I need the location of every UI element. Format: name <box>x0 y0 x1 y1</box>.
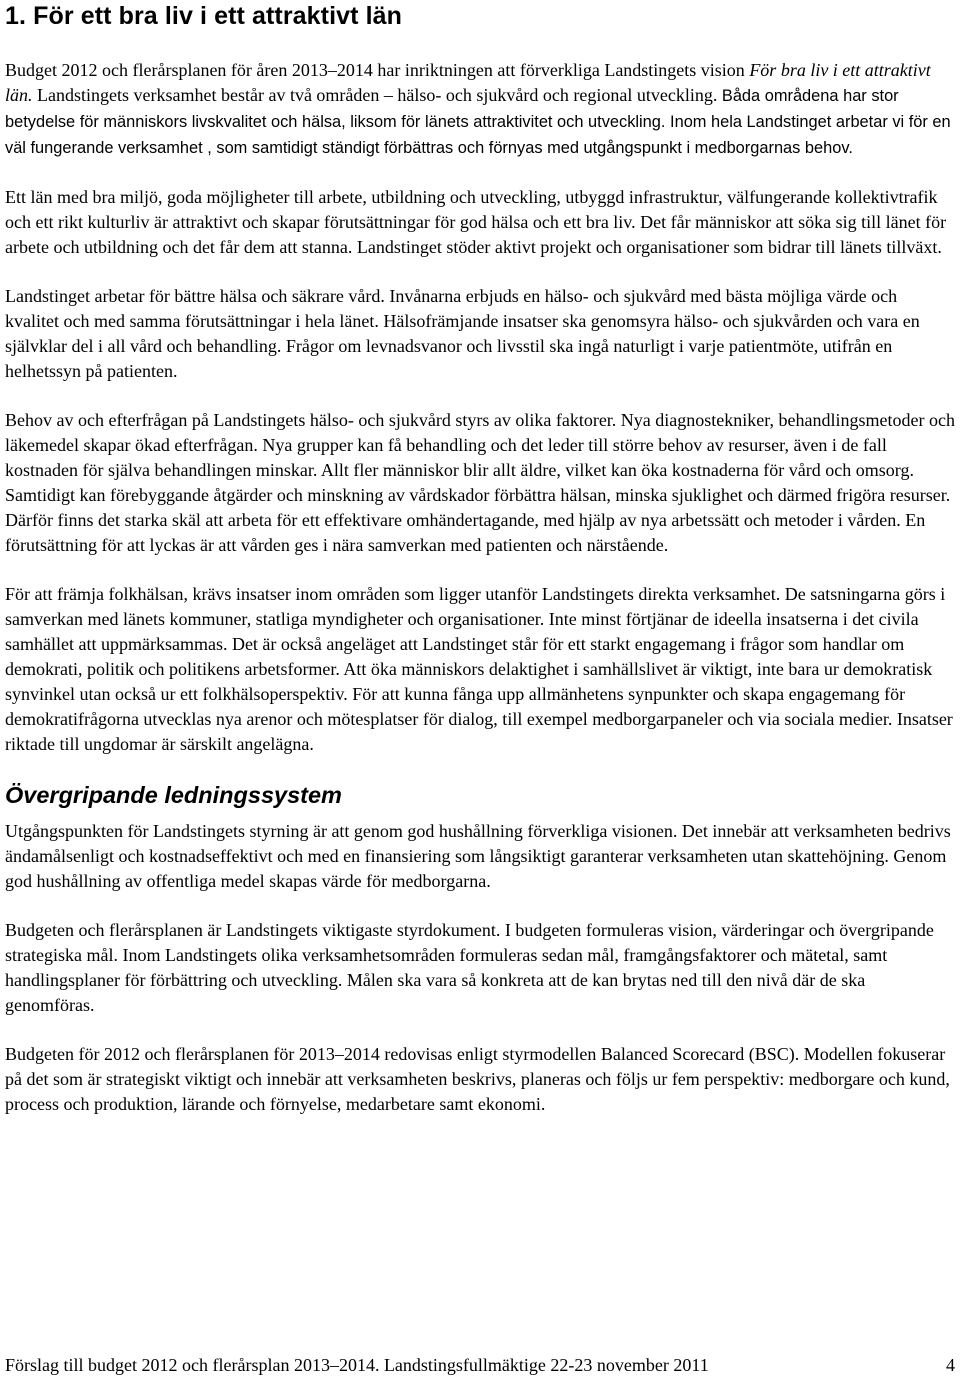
paragraph-vision-intro: Budget 2012 och flerårsplanen för åren 2013–2014 har inriktningen att förverkliga Landstingets vision <box>5 60 750 80</box>
paragraph-vision-importance: Båda områdena har stor betydelse för människors livskvalitet och hälsa, liksom för länets attraktivitet och utveckling. <box>5 87 899 131</box>
paragraph-better-health: Landstinget arbetar för bättre hälsa och säkrare vård. Invånarna erbjuds en hälso- och sjukvård med bästa möjliga värde och kvalitet och med samma förutsättningar i hela länet. Hälsofrämjande insatser ska genomsyra hälso- och sjukvården och vara en självklar del i all vård och behandling. Frågor om levnadsvanor och livsstil ska ingå naturligt i varje patientmöte, utifrån en helhetssyn på patienten. <box>5 286 920 381</box>
paragraph-vision <box>5 58 955 161</box>
body-section <box>5 58 955 1117</box>
page-title: 1. För ett bra liv i ett attraktivt län <box>5 2 403 30</box>
paragraph-public-health: För att främja folkhälsan, krävs insatser inom områden som ligger utanför Landstingets direkta verksamhet. De satsningarna görs i samverkan med länets kommuner, statliga myndigheter och organisationer. Inte minst förtjänar de ideella insatserna i det civila samhället att uppmärksammas. Det är också angeläget att Landstinget står för ett starkt engagemang i frågor som handlar om demokrati, politik och politikens arbetsformer. Att öka människors delaktighet i samhällslivet är viktigt, inte bara ur demokratisk synvinkel utan också ur ett folkhälsoperspektiv. För att kunna fånga upp allmänhetens synpunkter och skapa engagemang för demokratifrågorna utvecklas nya arenor och mötesplatser för dialog, till exempel medborgarpaneler och via sociala medier. Insatser riktade till ungdomar är särskilt angelägna. <box>5 584 953 754</box>
vision-text: För bra liv i ett attraktivt län. <box>5 60 931 105</box>
paragraph-governance: Utgångspunkten för Landstingets styrning är att genom god hushållning förverkliga visionen. Det innebär att verksamheten bedrivs ändamålsenligt och kostnadseffektivt och med en finansiering som långsiktigt garanterar verksamheten utan skattehöjning. Genom god hushållning av offentliga medel skapas värde för medborgarna. <box>5 821 951 891</box>
page-footer <box>5 1354 955 1376</box>
document-page <box>5 0 955 1141</box>
paragraph-vision-areas: Landstingets verksamhet består av två områden – hälso- och sjukvård och regional utveckling. <box>32 85 718 105</box>
paragraph-vision-work: Inom hela Landstinget arbetar vi för en väl fungerande verksamhet , som samtidigt ständigt förbättras och förnyas med utgångspunkt i medborgarnas behov. <box>5 113 951 157</box>
paragraph-budget-document: Budgeten och flerårsplanen är Landstingets viktigaste styrdokument. I budgeten formuleras vision, värderingar och övergripande strategiska mål. Inom Landstingets olika verksamhetsområden formuleras sedan mål, framgångsfaktorer och mätetal, samt handlingsplaner för förbättring och utveckling. Målen ska vara så konkreta att de kan brytas ned till den nivå där de ska genomföras. <box>5 920 934 1015</box>
page-number: 4 <box>946 1355 955 1375</box>
section-heading: Övergripande ledningssystem <box>5 782 342 808</box>
paragraph-demand: Behov av och efterfrågan på Landstingets hälso- och sjukvård styrs av olika faktorer. Nya diagnostekniker, behandlingsmetoder och läkemedel skapar ökad efterfrågan. Nya grupper kan få behandling och det leder till större behov av resurser, även i de fall kostnaden för själva behandlingen minskar. Allt fler människor blir allt äldre, vilket kan öka kostnaderna för vård och omsorg. Samtidigt kan förebyggande åtgärder och minskning av vårdskador förbättra hälsan, minska sjuklighet och därmed frigöra resurser. Därför finns det starka skäl att arbeta för ett effektivare omhändertagande, med hjälp av nya arbetssätt och metoder i vården. En förutsättning för att lyckas är att vården ges i nära samverkan med patienten och närstående. <box>5 410 955 555</box>
paragraph-bsc: Budgeten för 2012 och flerårsplanen för 2013–2014 redovisas enligt styrmodellen Balanced Scorecard (BSC). Modellen fokuserar på det som är strategiskt viktigt och innebär att verksamheten beskrivs, planeras och följs ur fem perspektiv: medborgare och kund, process och produktion, lärande och förnyelse, medarbetare samt ekonomi. <box>5 1044 950 1114</box>
paragraph-attractive-county: Ett län med bra miljö, goda möjligheter till arbete, utbildning och utveckling, utbyggd infrastruktur, välfungerande kollektivtrafik och ett rikt kulturliv är attraktivt och skapar förutsättningar för god hälsa och ett bra liv. Det får människor att söka sig till länet för arbete och utbildning och det får dem att stanna. Landstinget stöder aktivt projekt och organisationer som bidrar till länets tillväxt. <box>5 187 947 257</box>
footer-text: Förslag till budget 2012 och flerårsplan 2013–2014. Landstingsfullmäktige 22-23 november 2011 <box>5 1355 709 1375</box>
